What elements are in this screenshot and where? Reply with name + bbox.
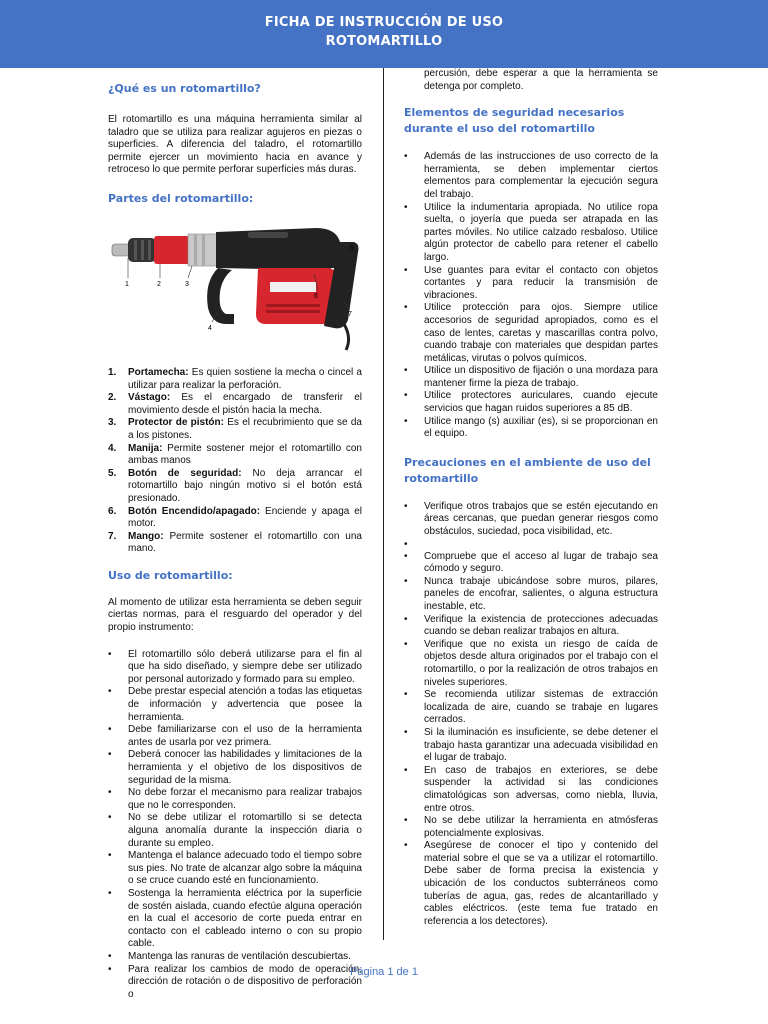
part-number: 6. [108,505,117,517]
list-item [108,951,362,964]
list-item-text: El rotomartillo sólo deberá utilizarse para el fin al que ha sido diseñado, y siempre debe ser utilizado por personal autorizado y formado para su empleo. [128,648,362,685]
callout-1: 1 [125,281,129,288]
list-item-text: No debe forzar el mecanismo para realizar trabajos que no le corresponden. [128,787,362,811]
page-number: Página 1 de 1 [350,966,418,978]
list-item [404,551,658,576]
part-description: No deja arrancar el rotomartillo bajo ningún motivo si el botón está presionado. [128,467,362,504]
list-item [108,850,362,888]
list-item [404,689,658,727]
parts-list [108,367,362,556]
header-subtitle: ROTOMARTILLO [325,34,443,49]
bullet-icon: • [404,151,408,163]
right-column [404,68,658,928]
bullet-icon: • [404,538,408,550]
heading-precauciones: Precauciones en el ambiente de uso del rotomartillo [404,455,651,485]
list-item [108,888,362,951]
bullet-icon: • [404,302,408,314]
manija-icon [207,268,234,324]
list-item-text: Compruebe que el acceso al lugar de trabajo sea cómodo y seguro. [424,550,658,575]
part-item [108,392,362,417]
list-item [108,649,362,687]
bullet-icon: • [404,390,408,402]
list-item-text: Utilice la indumentaria apropiada. No utilice ropa suelta, o joyería que pueda ser atrapada en las partes móviles. No utilice calzado resbaloso. Utilice algún protector de cabello para retener el cabello largo. [424,201,658,263]
list-item-text: Mantenga el balance adecuado todo el tiempo sobre sus pies. No trate de alcanzar algo sobre la máquina o se cruce cuando esté en funcionamiento. [128,850,362,887]
list-item-text: Para realizar los cambios de modo de operación, dirección de rotación o de dispositivo de perforación o [128,963,362,1000]
part-item [108,506,362,531]
list-item-text: Utilice mango (s) auxiliar (es), si se proporcionan en el equipo. [424,415,658,440]
part-item [108,468,362,506]
part-term: Mango: [128,530,164,542]
column-divider [383,68,384,940]
part-description: Es el encargado de transferir el movimiento desde el pistón hacia la mecha. [128,392,362,416]
rotomartillo-illustration [108,212,362,352]
list-item-text: Nunca trabaje ubicándose sobre muros, pilares, paneles de encofrar, salientes, o alguna estructura inestable, etc. [424,575,658,612]
list-item-text: Sostenga la herramienta eléctrica por la superficie de sostén aislada, cuando efectúe alguna operación en la cual el accesorio de corte pueda entrar en contacto con el cableado interno o con su propio cable. [128,887,362,950]
bullet-icon: • [404,689,408,701]
bullet-icon: • [108,686,112,698]
list-item-text: Use guantes para evitar el contacto con objetos cortantes y para reducir la transmisión de vibraciones. [424,264,658,301]
header-title: FICHA DE INSTRUCCIÓN DE USO [264,15,504,30]
left-column [108,68,362,1001]
list-item-text: No se debe utilizar el rotomartillo si se detecta alguna anomalía durante la inspección diaria o durante su empleo. [128,812,362,849]
bullet-icon: • [404,815,408,827]
list-item-text: Además de las instrucciones de uso correcto de la herramienta, se deben implementar ciertos elementos para complementar la ejecución segura del trabajo. [424,151,658,200]
list-item [404,539,658,551]
callout-6: 6 [314,293,318,300]
bullet-icon: • [404,201,408,213]
list-item-text: Utilice protectores auriculares, cuando ejecute servicios que hagan ruidos superiores a 85 dB. [424,390,658,415]
list-item [404,202,658,265]
heading-que-es: ¿Qué es un rotomartillo? [108,82,261,95]
bullet-icon: • [108,648,112,660]
list-item [404,302,658,365]
bullet-icon: • [404,500,408,512]
bullet-icon: • [108,950,112,962]
heading-partes: Partes del rotomartillo: [108,191,254,205]
seguridad-list [404,151,658,441]
list-item [108,686,362,724]
part-item [108,443,362,468]
list-item [108,812,362,850]
list-item-text: Se recomienda utilizar sistemas de extracción localizada de aire, cuando se trabaje en lugares cerrados. [424,689,658,726]
list-item [404,639,658,689]
bullet-icon: • [404,415,408,427]
list-item [404,365,658,390]
list-item [404,576,658,614]
part-number: 1. [108,366,117,378]
page-header [0,0,768,68]
bullet-icon: • [108,812,112,824]
continued-text: percusión, debe esperar a que la herramienta se detenga por completo. [424,68,658,92]
list-item [404,416,658,441]
callout-4: 4 [208,325,212,332]
bullet-icon: • [404,726,408,738]
part-number: 7. [108,530,117,542]
part-number: 5. [108,467,117,479]
bullet-icon: • [108,787,112,799]
intro-paragraph: El rotomartillo es una máquina herramienta similar al taladro que se utiliza para realizar agujeros en piezas o superficies. A diferencia del taladro, el rotomartillo permite ejercer un movimiento hacia en avance y retroceso lo que permite perforar superficies más duras. [108,114,362,176]
part-description: Permite sostener el rotomartillo con una mano. [128,530,362,555]
list-item-text: No se debe utilizar la herramienta en atmósferas potencialmente explosivas. [424,815,658,839]
bullet-icon: • [404,638,408,650]
part-description: Enciende y apaga el motor. [128,505,363,530]
bullet-icon: • [404,365,408,377]
cable [344,324,349,350]
list-item [404,840,658,928]
bullet-icon: • [108,749,112,761]
bullet-icon: • [404,613,408,625]
callout-7: 7 [348,311,352,318]
heading-uso: Uso de rotomartillo: [108,568,233,582]
bullet-icon: • [404,764,408,776]
callout-2: 2 [157,281,161,288]
uso-intro: Al momento de utilizar esta herramienta se deben seguir ciertas normas, para el resguardo del operador y del propio instrumento: [108,596,362,634]
part-term: Botón de seguridad: [128,467,242,479]
list-item-text: Utilice protección para ojos. Siempre utilice accesorios de seguridad apropiados, como es el caso de lentes, caretas y mascarillas contra polvo, cuando trabaje con materiales que despidan partes metálicas, virutas o polvos químicos. [424,302,658,364]
list-item-text: Debe prestar especial atención a todas las etiquetas de información y advertencia que posee la herramienta. [128,686,362,723]
list-item-text: Deberá conocer las habilidades y limitaciones de la herramienta y el objetivo de los dispositivos de seguridad de la misma. [128,749,362,786]
part-term: Vástago: [128,392,171,404]
part-item [108,417,362,442]
list-item [404,727,658,765]
part-description: Es quien sostiene la mecha o cincel a utilizar para realizar la perforación. [128,366,362,391]
list-item-text: Verifique que no exista un riesgo de caída de objetos desde altura originados por el trabajo con el rotomartillo, o por la realización de otros trabajos en niveles superiores. [424,638,658,688]
uso-list [108,649,362,1002]
list-item [404,815,658,840]
bullet-icon: • [108,963,112,975]
bullet-icon: • [404,840,408,852]
bullet-icon: • [108,887,112,899]
list-item [404,765,658,815]
list-item-text: Si la iluminación es insuficiente, se debe detener el trabajo hasta garantizar una adecuada visibilidad en el lugar de trabajo. [424,726,658,764]
part-number: 2. [108,392,117,404]
vastago-icon [154,236,190,264]
list-item [108,787,362,812]
part-term: Manija: [128,442,163,454]
bullet-icon: • [108,724,112,736]
list-item [404,265,658,303]
part-term: Portamecha: [128,366,189,378]
list-item-text: Asegúrese de conocer el tipo y contenido del material sobre el que se va a utilizar el rotomartillo. Debe saber de forma precisa la existencia y ubicación de los conductos subterráneos como tuberías de agua, gas, redes de alcantarillado y cables eléctricos. (este tema fue tratado en referencia a los detectores). [424,840,658,927]
list-item-text: Verifique otros trabajos que se estén ejecutando en áreas cercanas, que puedan generar riesgos como obstáculos, suciedad, poca visibilidad, etc. [424,500,658,538]
part-number: 4. [108,442,117,454]
part-item [108,531,362,556]
callout-5: 5 [350,245,354,252]
part-item [108,367,362,392]
list-item-text: Verifique la existencia de protecciones adecuadas cuando se deban realizar trabajos en altura. [424,613,658,638]
bullet-icon: • [404,550,408,562]
brand-label [270,282,316,292]
list-item-text: Utilice un dispositivo de fijación o una mordaza para mantener firme la pieza de trabajo. [424,365,658,389]
list-item [404,614,658,639]
part-description: Permite sostener mejor el rotomartillo con ambas manos [128,442,362,467]
bullet-icon: • [404,575,408,587]
list-item [404,501,658,539]
list-item-text: En caso de trabajos en exteriores, se debe suspender la actividad si las condiciones climatológicas son adversas, como niebla, lluvia, entre otros. [424,764,658,814]
list-item-text: Mantenga las ranuras de ventilación descubiertas. [128,950,351,962]
part-number: 3. [108,417,117,429]
part-term: Protector de pistón: [128,417,224,429]
part-term: Botón Encendido/apagado: [128,505,261,517]
bullet-icon: • [108,850,112,862]
heading-seguridad: Elementos de seguridad necesarios durante el uso del rotomartillo [404,106,625,136]
list-item [108,724,362,749]
bullet-icon: • [404,264,408,276]
part-description: Es el recubrimiento que se da a los pistones. [128,417,362,441]
list-item-text: Debe familiarizarse con el uso de la herramienta antes de usarla por vez primera. [128,724,362,748]
list-item [108,749,362,787]
list-item [404,390,658,415]
precauciones-list [404,501,658,929]
list-item [404,151,658,201]
callout-3: 3 [185,281,189,288]
